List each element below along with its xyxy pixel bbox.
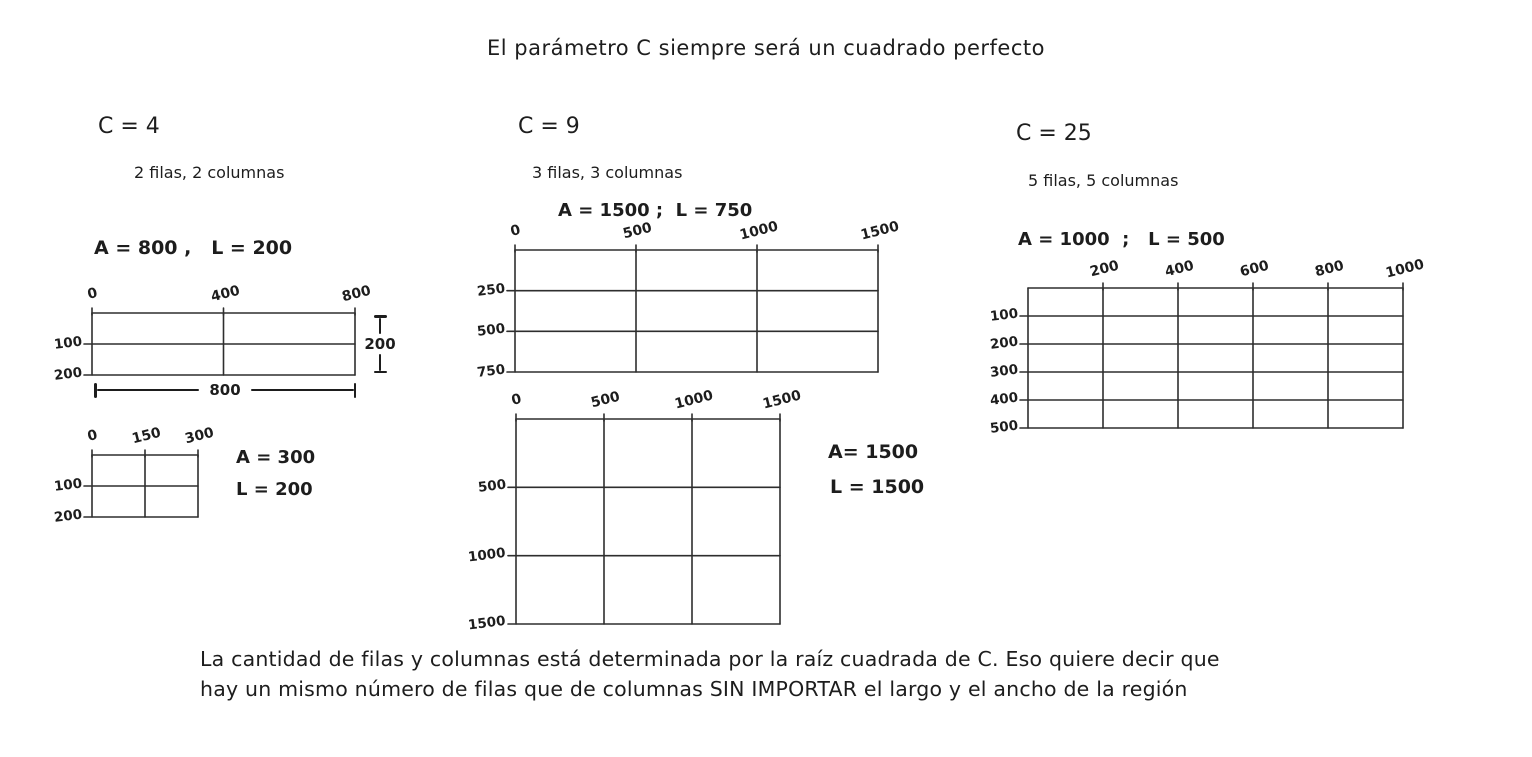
bracket-right-cap [354,383,357,398]
x-axis-tick-label: 600 [1238,257,1271,281]
y-axis-tick-label: 100 [52,333,83,353]
page-title: El parámetro C siempre será un cuadrado perfecto [487,36,1045,60]
y-axis-tick-label: 300 [988,361,1019,381]
x-axis-tick-label: 800 [340,282,373,306]
x-axis-tick-label: 1000 [738,218,780,244]
c4-small-grid [52,424,216,526]
y-axis-tick-label: 400 [988,389,1019,409]
c9-dimensions-formula: A = 1500 ; L = 750 [558,200,753,221]
c9-bottom-grid-area-label: A= 1500 [828,441,919,463]
c4-height-dimension-bracket [363,315,397,373]
x-axis-tick-label: 400 [208,282,242,306]
bracket-stem [251,389,354,392]
y-axis-tick-label: 250 [475,280,506,300]
c4-small-grid-area-label: A = 300 [236,447,316,468]
c4-height-dimension-value: 200 [364,335,396,353]
y-axis-tick-label: 1000 [467,544,507,566]
bracket-stem [379,354,382,371]
x-axis-tick-label: 500 [621,219,654,243]
bracket-stem [379,318,382,335]
x-axis-tick-label: 800 [1313,257,1346,281]
y-axis-tick-label: 500 [476,476,507,497]
x-axis-tick-label: 400 [1163,257,1196,281]
c4-width-dimension-value: 800 [209,381,241,399]
x-axis-tick-label: 0 [85,427,100,445]
x-axis-tick-label: 200 [1088,257,1121,281]
x-axis-tick-label: 1000 [673,387,715,413]
y-axis-tick-label: 750 [475,361,506,381]
bracket-stem [97,389,200,392]
x-axis-tick-label: 150 [130,424,163,448]
y-axis-tick-label: 500 [988,417,1019,437]
x-axis-tick-label: 0 [85,285,100,303]
c9-top-grid [475,218,901,381]
footer-line-2: hay un mismo número de filas que de columnas SIN IMPORTAR el largo y el ancho de la región [200,677,1188,701]
c4-small-grid-length-label: L = 200 [236,479,313,500]
c25-rows-columns-note: 5 filas, 5 columnas [1028,171,1179,190]
c25-parameter-label: C = 25 [1016,121,1092,146]
c4-rows-columns-note: 2 filas, 2 columnas [134,163,285,182]
y-axis-tick-label: 500 [475,320,506,341]
c4-parameter-label: C = 4 [98,114,160,139]
y-axis-tick-label: 1500 [467,612,507,634]
c9-bottom-grid [467,387,803,634]
footer-line-1: La cantidad de filas y columnas está determinada por la raíz cuadrada de C. Eso quiere decir que [200,647,1220,671]
c25-dimensions-formula: A = 1000 ; L = 500 [1018,229,1225,250]
c4-main-grid [52,282,373,384]
x-axis-tick-label: 0 [509,391,524,409]
footer-explanation [200,644,1220,704]
y-axis-tick-label: 200 [52,364,83,384]
c9-parameter-label: C = 9 [518,114,580,139]
x-axis-tick-label: 1500 [761,387,803,413]
c4-dimensions-formula: A = 800 , L = 200 [94,237,293,259]
c25-main-grid [988,256,1426,437]
y-axis-tick-label: 200 [988,333,1019,353]
x-axis-tick-label: 1000 [1384,256,1426,282]
x-axis-tick-label: 500 [589,388,622,412]
y-axis-tick-label: 100 [988,305,1019,325]
c9-bottom-grid-length-label: L = 1500 [830,476,925,498]
x-axis-tick-label: 1500 [859,218,901,244]
x-axis-tick-label: 300 [183,424,216,448]
c9-rows-columns-note: 3 filas, 3 columnas [532,163,683,182]
bracket-bottom-cap [374,371,387,374]
x-axis-tick-label: 0 [508,222,523,240]
c4-width-dimension-bracket [94,381,356,399]
y-axis-tick-label: 100 [52,475,83,495]
y-axis-tick-label: 200 [52,506,83,526]
